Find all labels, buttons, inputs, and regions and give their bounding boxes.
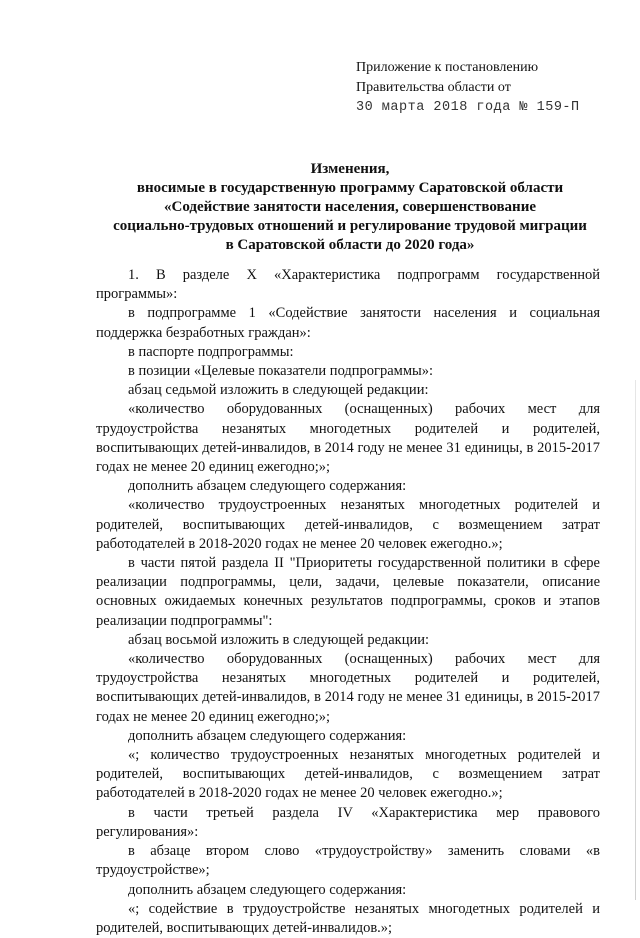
paragraph: дополнить абзацем следующего содержания: <box>128 727 407 744</box>
title-line: вносимые в государственную программу Саратовской области <box>136 180 564 196</box>
paragraph: в паспорте подпрограммы: <box>128 343 294 360</box>
paragraph: в подпрограмме 1 «Содействие занятости населения и социальная поддержка безработных граждан»: <box>96 305 600 341</box>
title-line: Изменения, <box>310 161 390 177</box>
appendix-line-1: Приложение к постановлению <box>356 60 539 75</box>
paragraph: абзац восьмой изложить в следующей редакции: <box>128 631 430 648</box>
paragraph: «; содействие в трудоустройстве незанятых многодетных родителей и родителей, воспитывающих детей-инвалидов.»; <box>96 900 600 936</box>
appendix-date-stamp: 30 марта 2018 года № 159-П <box>356 100 580 115</box>
paragraph: 1. В разделе X «Характеристика подпрограмм государственной программы»: <box>96 267 600 303</box>
title-line: социально-трудовых отношений и регулирование трудовой миграции <box>113 218 587 234</box>
paragraph: абзац седьмой изложить в следующей редакции: <box>128 382 429 399</box>
paragraph: «количество оборудованных (оснащенных) рабочих мест для трудоустройства незанятых многодетных родителей и родителей, воспитывающих детей-инвалидов, в 2014 году не менее 31 единицы, в 2015-2017 годах не менее 20 единиц ежегодно;»; <box>96 651 600 725</box>
appendix-line-2: Правительства области от <box>356 80 511 95</box>
appendix-header <box>356 58 580 118</box>
paragraph: дополнить абзацем следующего содержания: <box>128 881 407 898</box>
scan-edge-shadow <box>635 380 636 900</box>
title-line: в Саратовской области до 2020 года» <box>225 237 475 253</box>
paragraph: в абзаце втором слово «трудоустройству» заменить словами «в трудоустройстве»; <box>96 843 600 879</box>
document-body <box>96 266 600 938</box>
paragraph: дополнить абзацем следующего содержания: <box>128 478 407 495</box>
paragraph: в части третьей раздела IV «Характеристика мер правового регулирования»: <box>96 804 600 840</box>
paragraph: «количество трудоустроенных незанятых многодетных родителей и родителей, воспитывающих детей-инвалидов, с возмещением затрат работодателей в 2018-2020 годах не менее 20 человек ежегодно.»; <box>96 497 600 552</box>
paragraph: в позиции «Целевые показатели подпрограммы»: <box>128 363 434 380</box>
paragraph: в части пятой раздела II "Приоритеты государственной политики в сфере реализации подпрограммы, цели, задачи, целевые показатели, описание основных ожидаемых конечных результатов подпрограммы, сроков и этапов реализации подпрограммы": <box>96 555 600 629</box>
paragraph: «; количество трудоустроенных незанятых многодетных родителей и родителей, воспитывающих детей-инвалидов, с возмещением затрат работодателей в 2018-2020 годах не менее 20 человек ежегодно.»; <box>96 747 600 802</box>
title-line: «Содействие занятости населения, совершенствование <box>164 199 536 215</box>
paragraph: «количество оборудованных (оснащенных) рабочих мест для трудоустройства незанятых многодетных родителей и родителей, воспитывающих детей-инвалидов, в 2014 году не менее 31 единицы, в 2015-2017 годах не менее 20 единиц ежегодно;»; <box>96 401 600 476</box>
document-title <box>80 160 620 255</box>
